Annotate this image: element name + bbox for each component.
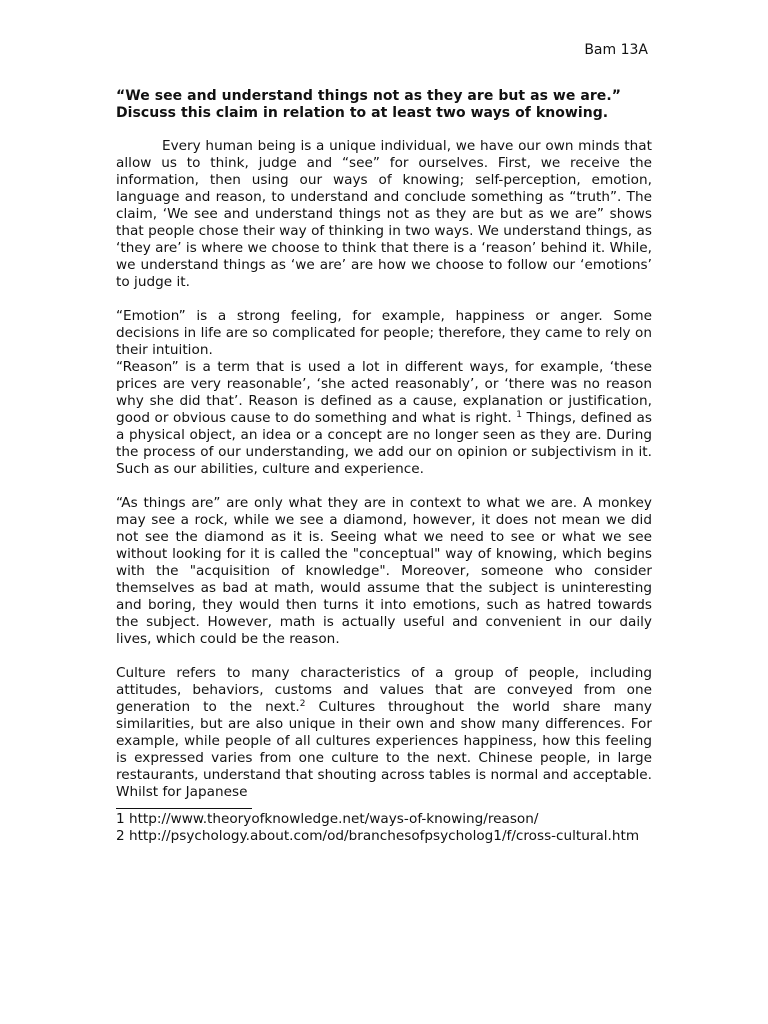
footnote-ref-2: 2 bbox=[299, 699, 306, 709]
footnote-2 bbox=[116, 828, 652, 845]
paragraph-culture bbox=[116, 665, 652, 801]
footnote-separator bbox=[116, 808, 252, 809]
paragraph-culture-text-a: Culture refers to many characteristics of a group of people, including attitudes, behaviors, customs and values that are conveyed from one generation to the next. bbox=[116, 665, 652, 715]
page-header: Bam 13A bbox=[584, 42, 648, 58]
paragraph-intro: Every human being is a unique individual, we have our own minds that allow us to think, judge and “see” for ourselves. First, we receive the information, then using our ways of knowing; self-perception, emotion, language and reason, to understand and conclude something as “truth”. The claim, ‘We see and understand things not as they are but as we are” shows that people chose their way of thinking in two ways. We understand things, as ‘they are’ is where we choose to think that there is a ‘reason’ behind it. While, we understand things as ‘we are’ are how we choose to follow our ‘emotions’ to judge it. bbox=[116, 138, 652, 290]
footnote-1 bbox=[116, 811, 652, 828]
paragraph-culture-text-b: Cultures throughout the world share many similarities, but are also unique in their own and show many differences. For example, while people of all cultures experiences happiness, how this feeling is expressed varies from one culture to the next. Chinese people, in large restaurants, understand that shouting across tables is normal and acceptable. Whilst for Japanese bbox=[116, 699, 652, 800]
footnote-ref-1: 1 bbox=[516, 410, 523, 420]
paragraph-reason-text-a: “Reason” is a term that is used a lot in different ways, for example, ‘these prices are very reasonable’, ‘she acted reasonably’, or ‘there was no reason why she did that’. Reason is defined as a cause, explanation or justification, good or obvious cause to do something and what is right. bbox=[116, 359, 652, 426]
footnote-2-link[interactable]: http://psychology.about.com/od/branchesofpsycholog1/f/cross-cultural.htm bbox=[128, 828, 640, 844]
paragraph-emotion: “Emotion” is a strong feeling, for example, happiness or anger. Some decisions in life are so complicated for people; therefore, they came to rely on their intuition. bbox=[116, 308, 652, 358]
essay-title: “We see and understand things not as they are but as we are.” Discuss this claim in relation to at least two ways of knowing. bbox=[116, 88, 621, 121]
paragraph-gap bbox=[116, 648, 652, 665]
paragraph-reason-text-b: Things, defined as a physical object, an idea or a concept are no longer seen as they are. During the process of our understanding, we add our on opinion or subjectivism in it. Such as our abilities, culture and experience. bbox=[116, 410, 652, 477]
paragraph-as-things-are: “As things are” are only what they are in context to what we are. A monkey may see a rock, while we see a diamond, however, it does not mean we did not see the diamond as it is. Seeing what we need to see or what we see without looking for it is called the "conceptual" way of knowing, which begins with the "acquisition of knowledge". Moreover, someone who consider themselves as bad at math, would assume that the subject is uninteresting and boring, they would then turns it into emotions, such as hatred towards the subject. However, math is actually useful and convenient in our daily lives, which could be the reason. bbox=[116, 495, 652, 647]
footnote-2-number: 2 bbox=[116, 828, 125, 844]
paragraph-reason bbox=[116, 359, 652, 478]
paragraph-gap bbox=[116, 478, 652, 495]
paragraph-gap bbox=[116, 291, 652, 308]
footnote-1-number: 1 bbox=[116, 811, 125, 827]
footnote-1-link[interactable]: http://www.theoryofknowledge.net/ways-of-knowing/reason/ bbox=[128, 811, 539, 827]
